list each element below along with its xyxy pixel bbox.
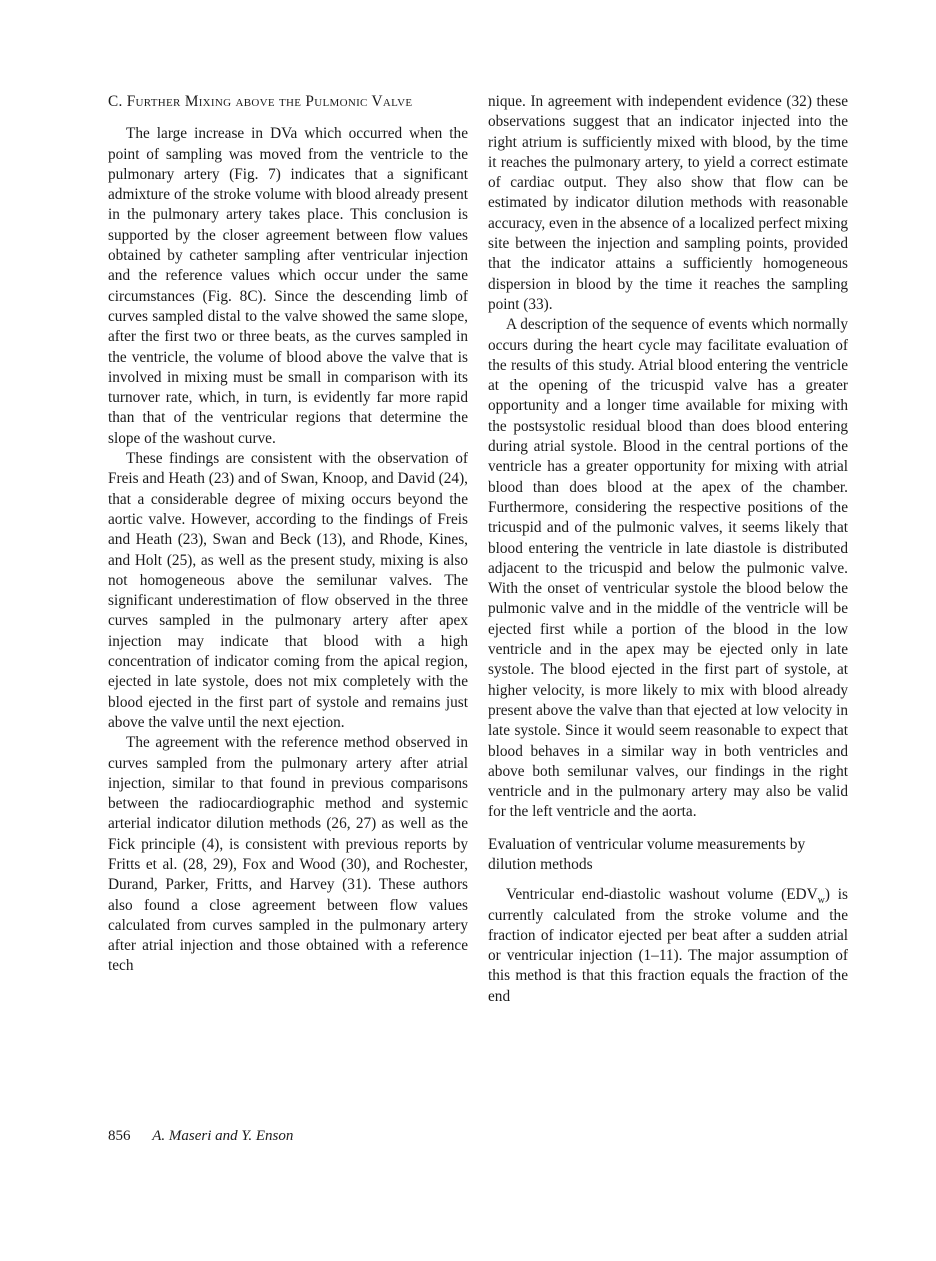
paragraph-continued: nique. In agreement with independent evidence (32) these observations suggest that an indicator injected into the right atrium is sufficiently mixed with blood, by the time it reaches the pulmonary artery, to yield a correct estimate of cardiac output. They also show that flow can be estimated by indicator dilution methods with reasonable accuracy, even in the absence of a localized perfect mixing site between the injection and sampling points, provided that the indicator attains a sufficiently homogeneous dispersion in blood by the time it reaches the sampling point (33). <box>488 93 848 313</box>
page-footer <box>108 1128 293 1145</box>
paragraph-text: ) is currently calculated from the stroke volume and the fraction of indicator ejected per beat after a sudden atrial or ventricular injection (1–11). The major assumption of this method is that this fraction equals the fraction of the end <box>488 886 848 1005</box>
subscript: w <box>817 895 825 907</box>
section-title: C. Further Mixing above the Pulmonic Valve <box>108 93 413 110</box>
paragraph: The agreement with the reference method observed in curves sampled from the pulmonary artery after atrial injection, similar to that found in previous comparisons between the radiocardiographic method and systemic arterial indicator dilution methods (26, 27) as well as the Fick principle (4), is consistent with previous reports by Fritts et al. (28, 29), Fox and Wood (30), and Rochester, Durand, Parker, Fritts, and Harvey (31). These authors also found a close agreement between flow values calculated from curves sampled in the pulmonary artery after atrial injection and those obtained with a reference tech <box>108 734 468 975</box>
paragraph-text: Ventricular end-diastolic washout volume (EDV <box>506 886 818 904</box>
subheading: Evaluation of ventricular volume measurements by dilution methods <box>488 835 806 873</box>
right-column <box>488 92 848 1007</box>
paragraph: The large increase in DVa which occurred when the point of sampling was moved from the ventricle to the pulmonary artery (Fig. 7) indicates that a significant admixture of the stroke volume with blood already present in the pulmonary artery takes place. This conclusion is supported by the closer agreement between flow values obtained by catheter sampling after ventricular injection and the reference values which occur under the same circumstances (Fig. 8C). Since the descending limb of curves sampled distal to the valve showed the same slope, after the first two or three beats, as the curves sampled in the ventricle, the volume of blood above the valve that is involved in mixing must be small in comparison with its turnover rate, which, in turn, is evidently far more rapid than that of the ventricular regions that determine the slope of the washout curve. <box>108 125 468 447</box>
page-number: 856 <box>108 1128 131 1144</box>
running-authors: A. Maseri and Y. Enson <box>152 1128 294 1144</box>
paragraph <box>488 885 848 1007</box>
left-column <box>108 92 468 977</box>
paragraph: These findings are consistent with the observation of Freis and Heath (23) and of Swan, Knoop, and David (24), that a considerable degree of mixing occurs beyond the aortic valve. However, according to the findings of Freis and Heath (23), Swan and Beck (13), and Rhode, Kines, and Holt (25), as well as the present study, mixing is also not homogeneous above the semilunar valves. The significant underestimation of flow observed in the three curves sampled in the pulmonary artery after apex injection may indicate that blood with a high concentration of indicator coming from the apical region, ejected in late systole, does not mix completely with the blood ejected in the first part of systole and remains just above the valve until the next ejection. <box>108 450 468 731</box>
paragraph: A description of the sequence of events which normally occurs during the heart cycle may facilitate evaluation of the results of this study. Atrial blood entering the ventricle at the opening of the tricuspid valve has a greater opportunity and a longer time available for mixing with the postsystolic residual blood than does blood entering during atrial systole. Blood in the central portions of the ventricle has a greater opportunity for mixing with atrial blood than does blood at the apex of the chamber. Furthermore, considering the respective positions of the tricuspid and of the pulmonic valves, it seems likely that blood entering the ventricle in late diastole is distributed adjacent to the tricuspid and below the pulmonic valve. With the onset of ventricular systole the blood below the pulmonic valve and in the middle of the ventricle will be ejected first while a portion of the blood in the low ventricle and in the apex may be ejected only in late systole. The blood ejected in the first part of systole, at higher velocity, is more likely to mix with blood already present above the valve than that ejected at low velocity in late systole. Since it would seem reasonable to expect that blood behaves in a similar way in both ventricles and above both semilunar valves, our findings in the right ventricle and in the pulmonary artery may also be valid for the left ventricle and the aorta. <box>488 316 848 821</box>
